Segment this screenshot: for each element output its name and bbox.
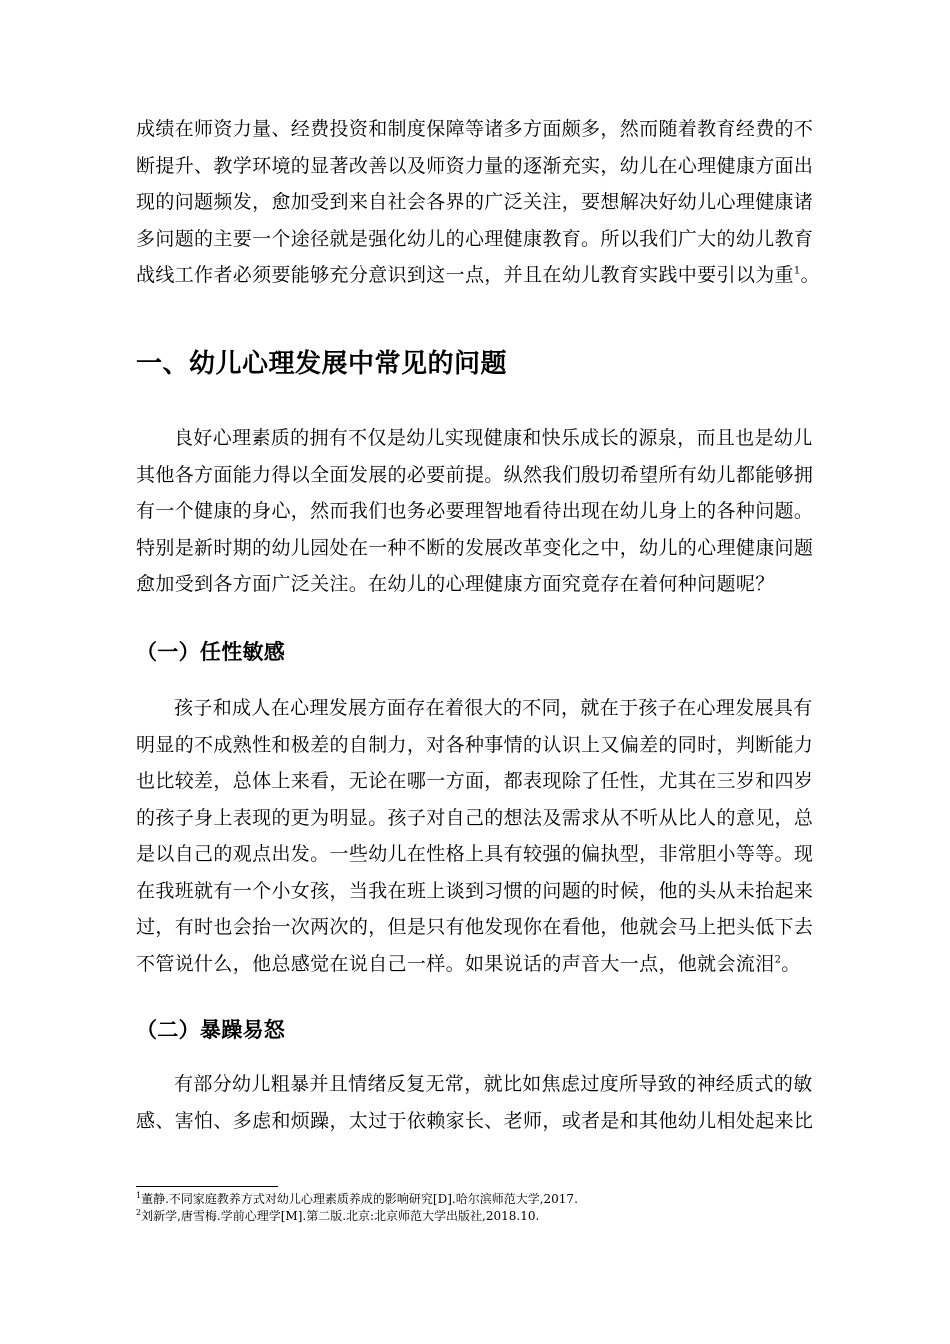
subsection2-line: 感、害怕、多虑和烦躁，太过于依赖家长、老师，或者是和其他幼儿相处起来比 <box>136 1109 814 1132</box>
subsection1-line: 也比较差，总体上来看，无论在哪一方面，都表现除了任性，尤其在三岁和四岁 <box>136 770 814 792</box>
subsection1-line: 是以自己的观点出发。一些幼儿在性格上具有较强的偏执型，非常胆小等等。现 <box>136 843 814 865</box>
footnote-1 <box>136 1191 578 1207</box>
intro-line-text: 战线工作者必须要能够充分意识到这一点，并且在幼儿教育实践中要引以为重 <box>136 264 794 286</box>
intro-line: 成绩在师资力量、经费投资和制度保障等诸多方面颇多，然而随着教育经费的不 <box>136 118 814 140</box>
footnote-text: 刘新学,唐雪梅.学前心理学[M].第二版.北京:北京师范大学出版社,2018.10. <box>141 1209 540 1223</box>
section1-line: 良好心理素质的拥有不仅是幼儿实现健康和快乐成长的源泉，而且也是幼儿 <box>174 427 813 449</box>
intro-line: 断提升、教学环境的显著改善以及师资力量的逐渐充实，幼儿在心理健康方面出 <box>136 154 814 177</box>
subsection-heading-2: （二）暴躁易怒 <box>136 1018 286 1042</box>
intro-line <box>136 257 826 294</box>
section1-line: 其他各方面能力得以全面发展的必要前提。纵然我们殷切希望所有幼儿都能够拥 <box>136 463 814 486</box>
section1-line: 愈加受到各方面广泛关注。在幼儿的心理健康方面究竟存在着何种问题呢？ <box>136 573 775 595</box>
footnote-mark: 2 <box>136 1208 142 1217</box>
footnote-text: 董静.不同家庭教养方式对幼儿心理素质养成的影响研究[D].哈尔滨师范大学,2017. <box>141 1192 578 1206</box>
footnote-divider <box>136 1186 278 1187</box>
subsection1-line: 的孩子身上表现的更为明显。孩子对自己的想法及需求从不听从比人的意见，总 <box>136 806 814 829</box>
subsection-heading-1: （一）任性敏感 <box>136 640 286 664</box>
intro-line: 现的问题频发，愈加受到来自社会各界的广泛关注，要想解决好幼儿心理健康诸 <box>136 191 814 213</box>
subsection1-line-text: 不管说什么，他总感觉在说自己一样。如果说话的声音大一点，他就会流泪 <box>136 952 775 975</box>
subsection2-paragraph <box>136 1066 826 1139</box>
subsection1-paragraph <box>136 690 826 982</box>
section-heading: 一、幼儿心理发展中常见的问题 <box>136 349 508 379</box>
section1-line: 有一个健康的身心，然而我们也务必要理智地看待出现在幼儿身上的各种问题。 <box>136 500 814 522</box>
subsection1-line <box>136 946 826 983</box>
footnote-mark: 1 <box>136 1191 142 1200</box>
intro-paragraph <box>136 111 826 294</box>
footnote-2 <box>136 1208 539 1224</box>
subsection1-line: 孩子和成人在心理发展方面存在着很大的不同，就在于孩子在心理发展具有 <box>174 697 813 719</box>
subsection1-line: 在我班就有一个小女孩，当我在班上谈到习惯的问题的时候，他的头从未抬起来 <box>136 879 814 902</box>
section1-paragraph <box>136 420 826 603</box>
intro-line: 多问题的主要一个途径就是强化幼儿的心理健康教育。所以我们广大的幼儿教育 <box>136 227 814 250</box>
intro-period: 。 <box>800 264 820 286</box>
subsection1-line: 过，有时也会抬一次两次的，但是只有他发现你在看他，他就会马上把头低下去 <box>136 916 814 938</box>
subsection1-period: 。 <box>781 952 801 975</box>
footnote-ref-1[interactable]: 1 <box>793 265 801 277</box>
section1-line: 特别是新时期的幼儿园处在一种不断的发展改革变化之中，幼儿的心理健康问题 <box>136 536 814 559</box>
footnote-ref-2[interactable]: 2 <box>774 954 782 966</box>
subsection1-line: 明显的不成熟性和极差的自制力，对各种事情的认识上又偏差的同时，判断能力 <box>136 733 814 756</box>
subsection2-line: 有部分幼儿粗暴并且情绪反复无常，就比如焦虑过度所导致的神经质式的敏 <box>174 1073 813 1095</box>
